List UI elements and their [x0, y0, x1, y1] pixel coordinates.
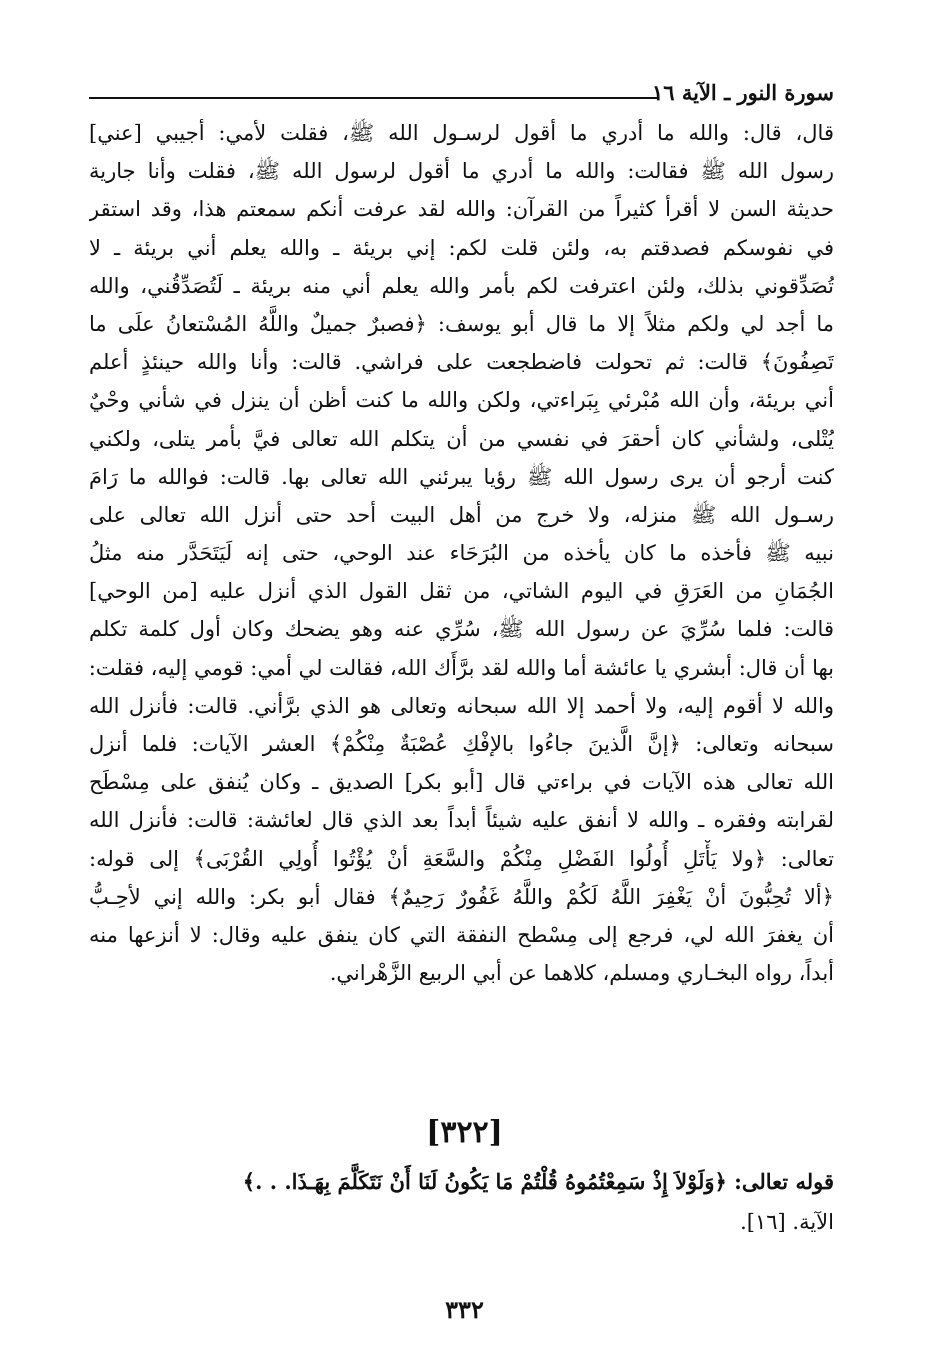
- running-header-title: سورة النور ـ الآية ١٦: [651, 80, 834, 105]
- text-line: أن يغفرَ الله لي، فرجع إلى مِسْطح النفقة التي كان ينفق عليه وقال: لا أنزعها منه: [89, 922, 834, 947]
- text-line: تَصِفُونَ﴾ قالت: ثم تحولت فاضطجعت على فراشي. قالت: وأنا والله حينئذٍ أعلم: [89, 350, 834, 375]
- text-line: رسول الله ﷺ فقالت: والله ما أدري ما أقول لرسول الله ﷺ، فقلت وأنا جارية: [89, 159, 834, 184]
- text-line: رسـول الله ﷺ منزله، ولا خرج من أهل البيت أحد حتى أنزل الله تعالى على: [89, 502, 834, 527]
- text-line: الجُمَانِ من العَرَقِ في اليوم الشاتي، من ثقل القول الذي أنزل عليه [من الوحي]: [89, 579, 834, 604]
- text-line: أبداً، رواه البخـاري ومسلم، كلاهما عن أبي الربيع الزَّهْراني.: [329, 961, 834, 986]
- text-line: أني بريئة، وأن الله مُبْرئي بِبَراءتي، ولكن والله ما كنت أظن أن ينزل في شأني وحْيٌ: [89, 388, 834, 413]
- text-line: والله لا أقوم إليه، ولا أحمد إلا الله سبحانه وتعالى هو الذي برَّأني. قالت: فأنزل الله: [89, 693, 834, 718]
- text-line: يُتْلى، ولشأني كان أحقرَ في نفسي من أن يتكلم الله تعالى فيَّ بأمر يتلى، ولكني: [89, 426, 834, 451]
- text-line: حديثة السن لا أقرأ كثيراً من القرآن: والله لقد عرفت أنكم سمعتم هذا، وقد استقر: [89, 197, 834, 222]
- header-rule: [89, 97, 659, 99]
- verse-citation: [89, 1162, 834, 1242]
- running-header: [89, 80, 834, 110]
- text-line: تُصَدِّقوني بذلك، ولئن اعترفت لكم بأمر والله يعلم أني منه بريئة ـ لَتُصَدِّقُني، والله: [89, 273, 834, 298]
- text-line: قال، قال: والله ما أدري ما أقول لرسـول الله ﷺ، فقلت لأمي: أجيبي [عني]: [89, 121, 834, 145]
- text-line: قالت: فلما سُرِّيَ عن رسول الله ﷺ، سُرِّي عنه وهو يضحك وكان أول كلمة تكلم: [89, 617, 834, 642]
- text-line: ﴿ألا تُحِبُّونَ أنْ يَغْفِرَ اللَّهُ لَكُمْ واللَّهُ غَفُورٌ رَحِيمٌ﴾ فقال أبو بكر: والله إني لأحِـبُّ: [89, 884, 834, 909]
- text-line: تعالى: ﴿ولا يَأْتَلِ أُولُوا الفَضْلِ مِنْكُمْ والسَّعَةِ أنْ يُؤْتُوا أُولِي القُرْبَى﴾ إلى قوله:: [89, 846, 834, 871]
- text-line: كنت أرجو أن يرى رسول الله ﷺ رؤيا يبرئني الله تعالى بها. قالت: فوالله ما رَامَ: [89, 464, 834, 489]
- text-line: ما أجد لي ولكم مثلاً إلا ما قال أبو يوسف: ﴿فصبرٌ جميلٌ واللَّهُ المُسْتعانُ علَى ما: [89, 311, 834, 336]
- verse-reference: الآية. [١٦].: [740, 1210, 834, 1234]
- page-number: ٣٣٢: [445, 1295, 484, 1324]
- hadith-body-text: [89, 114, 834, 992]
- text-line: نبيه ﷺ فأخذه ما كان يأخذه من البُرَحَاء عند الوحي، حتى إنه لَيَتَحَدَّر منه مثلُ: [89, 541, 834, 566]
- text-line: لقرابته وفقره ـ والله لا أنفق عليه شيئاً أبداً بعد الذي قال لعائشة: قالت: فأنزل الله: [89, 808, 834, 833]
- text-line: سبحانه وتعالى: ﴿إنَّ الَّذينَ جاءُوا بالإفْكِ عُصْبَةٌ مِنْكُمْ﴾ العشر الآيات: فلما أنزل: [89, 732, 834, 756]
- hadith-number-heading: [٣٢٢]: [426, 1115, 503, 1150]
- text-line: بها أن قال: أبشري يا عائشة أما والله لقد برَّأَك الله، فقالت لي أمي: قومي إليه، فقلت:: [89, 655, 834, 680]
- text-line: الله تعالى هذه الآيات في براءتي قال [أبو بكر] الصديق ـ وكان يُنفق على مِسْطَح: [89, 770, 834, 795]
- text-line: في نفوسكم فصدقتم به، ولئن قلت لكم: إني بريئة ـ والله يعلم أني بريئة ـ لا: [89, 235, 834, 260]
- verse-line: قوله تعالى: ﴿وَلَوْلاَ إِذْ سَمِعْتُمُوهُ قُلْتُمْ مَا يَكُونُ لَنَا أَنْ نَتَكَلَّمَ بِهَـذَا. . .﴾: [242, 1169, 834, 1194]
